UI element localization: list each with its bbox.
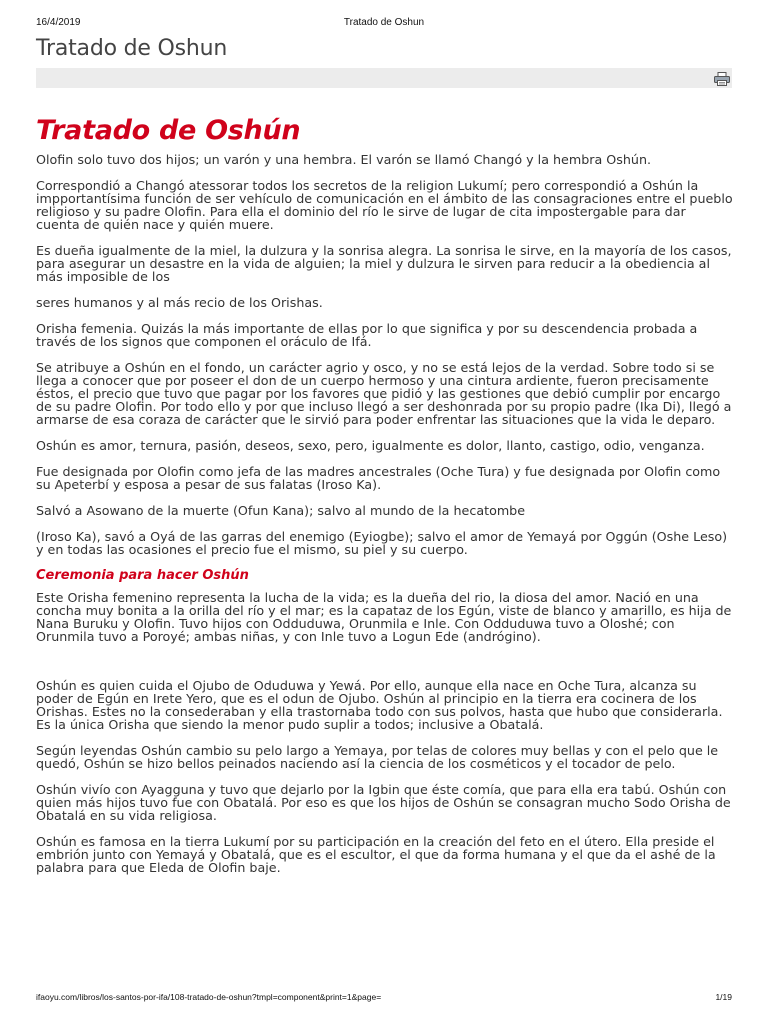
paragraph: Salvó a Asowano de la muerte (Ofun Kana); salvo al mundo de la hecatombe — [36, 503, 526, 518]
print-date: 16/4/2019 — [36, 17, 81, 28]
print-title: Tratado de Oshun — [343, 17, 425, 28]
paragraph: Oshún vivío con Ayagguna y tuvo que dejarlo por la Igbin que éste comía, que para ella era tabú. Oshún con quien más hijos tuvo fue con Obatalá. Por eso es que los hijos de Oshún se consagran mucho Sodo Orisha de Obatalá en su vida religiosa. — [36, 782, 731, 823]
paragraph: Orisha femenia. Quizás la más importante de ellas por lo que significa y por su descendencia probada a través de los signos que componen el oráculo de Ifá. — [36, 321, 698, 349]
paragraph: Fue designada por Olofin como jefa de las madres ancestrales (Oche Tura) y fue designada por Olofin como su Apeterbí y esposa a pesar de sus falatas (Iroso Ka). — [36, 464, 721, 492]
page-title: Tratado de Oshun — [36, 36, 228, 61]
paragraph: Oshún es amor, ternura, pasión, deseos, sexo, pero, igualmente es dolor, llanto, castigo, odio, venganza. — [36, 438, 705, 453]
paragraph: Oshún es quien cuida el Ojubo de Oduduwa y Yewá. Por ello, aunque ella nace en Oche Tura, alcanza su poder de Egún en Irete Yero, que es el odun de Ojubo. Oshún al principio en la tierra era cocinera de los Orishas. Estes no la consederaban y ella trastornaba todo con sus polvos, hasta que hubo que considerarla. Es la única Orisha que siendo la menor pudo suplir a todos; inclusive a Obatalá. — [36, 678, 723, 732]
paragraph: Oshún es famosa en la tierra Lukumí por su participación en la creación del feto en el útero. Ella preside el embrión junto con Yemayá y Obatalá, que es el escultor, el que da forma humana y el que da el ashé de la palabra para que Eleda de Olofin baje. — [36, 834, 716, 875]
paragraph: (Iroso Ka), savó a Oyá de las garras del enemigo (Eyiogbe); salvo el amor de Yemayá por Oggún (Oshe Leso) y en todas las ocasiones el precio fue el mismo, su piel y su cuerpo. — [36, 529, 728, 557]
paragraph: Correspondió a Changó atessorar todos los secretos de la religion Lukumí; pero correspondió a Oshún la impportantísima función de ser vehículo de comunicación en el ámbito de las consagraciones entre el pueblo religioso y su padre Olofin. Para ella el dominio del río le sirve de lugar de cita impostergable para dar cuenta de quién nace y quién muere. — [36, 178, 733, 232]
print-url: ifaoyu.com/libros/los-santos-por-ifa/108-tratado-de-oshun?tmpl=component&print=1&page= — [36, 992, 382, 1002]
section-heading: Ceremonia para hacer Oshún — [36, 568, 249, 583]
paragraph: Es dueña igualmente de la miel, la dulzura y la sonrisa alegra. La sonrisa le sirve, en la mayoría de los casos, para asegurar un desastre en la vida de alguien; la miel y dulzura le sirven para reducir a la obediencia al más imposible de los — [36, 243, 732, 284]
article-content — [36, 112, 733, 887]
article-title: Tratado de Oshún — [36, 115, 301, 146]
paragraph: seres humanos y al más recio de los Orishas. — [36, 295, 323, 310]
paragraph: Según leyendas Oshún cambio su pelo largo a Yemaya, por telas de colores muy bellas y con el pelo que le quedó, Oshún se hizo bellos peinados naciendo así la ciencia de los cosméticos y el tocador de pelo. — [36, 743, 719, 771]
printer-icon[interactable] — [714, 71, 730, 85]
paragraph: Olofin solo tuvo dos hijos; un varón y una hembra. El varón se llamó Changó y la hembra Oshún. — [36, 152, 652, 167]
paragraph: Este Orisha femenino representa la lucha de la vida; es la dueña del rio, la diosa del amor. Nació en una concha muy bonita a la orilla del río y el mar; es la capataz de los Egún, viste de blanco y amarillo, es hija de Nana Buruku y Olofin. Tuvo hijos con Odduduwa, Orunmila e Inle. Con Odduduwa tuvo a Oloshé; con Orunmila tuvo a Poroyé; ambas niñas, y con Inle tuvo a Logun Ede (andrógino). — [36, 590, 732, 644]
paragraph: Se atribuye a Oshún en el fondo, un carácter agrio y osco, y no se está lejos de la verdad. Sobre todo si se llega a conocer que por poseer el don de un cuerpo hermoso y una cintura ardiente, fueron precisamente éstos, el precio que tuvo que pagar por los favores que pidió y las gestiones que debió cumplir por encargo de su padre Olofin. Por todo ello y por que incluso llegó a ser deshonrada por su propio padre (Ika Di), llegó a armarse de esa coraza de carácter que le sirvió para poder enfrentar las situaciones que la vida le deparo. — [36, 360, 732, 427]
spacer — [36, 656, 733, 679]
print-toolbar — [36, 68, 732, 88]
page-number: 1/19 — [715, 992, 732, 1002]
